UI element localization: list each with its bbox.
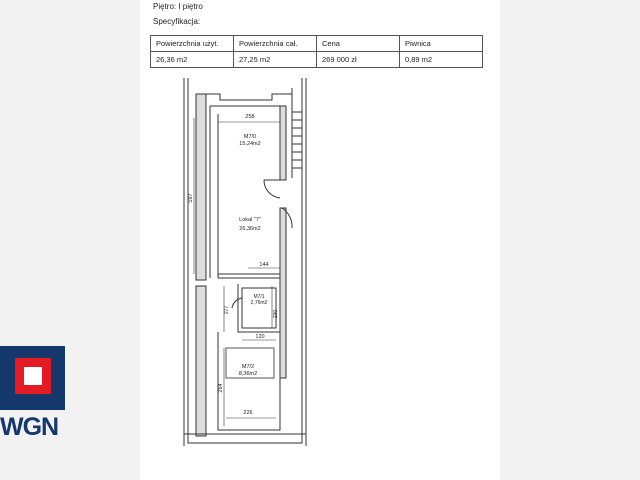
header-price: Cena [317,36,400,52]
logo-text: WGN [0,413,59,441]
floor-plan [180,78,310,446]
value-basement: 0,89 m2 [400,52,483,68]
header-usable-area: Powierzchnia użyt. [151,36,234,52]
dim-top-width: 258 [245,114,255,120]
room-m72-area: 8,36m2 [238,371,258,377]
dim-bottom-width: 226 [243,410,253,416]
dim-right-height-small: 230 [273,309,279,319]
logo-white-square [24,367,42,385]
floor-plan-drawing [180,78,310,446]
table-header-row [151,36,483,52]
dim-left-height-small: 277 [224,305,230,315]
room-m72-id: M7/2 [241,364,255,370]
wgn-logo [0,346,66,440]
floor-line: Piętro: I piętro [153,2,203,11]
room-lokal-area: 26,36m2 [239,226,261,232]
value-price: 269 000 zł [317,52,400,68]
specification-label: Specyfikacja: [153,17,201,26]
room-m71-area: 2,76m2 [250,300,268,306]
logo-red-square [15,358,51,394]
room-m70-id: M7/0 [243,134,257,140]
dim-mid-width: 144 [259,262,269,268]
room-lokal-id: Lokal "7" [239,217,261,223]
header-basement: Piwnica [400,36,483,52]
specification-table [150,35,483,68]
value-usable-area: 26,36 m2 [151,52,234,68]
logo-mark [0,346,65,410]
dim-small-room-width: 120 [255,334,265,340]
dim-bottom-left-height: 264 [218,383,224,393]
room-m71-id: M7/1 [253,294,265,300]
value-total-area: 27,25 m2 [234,52,317,68]
header-total-area: Powierzchnia cał. [234,36,317,52]
room-m70-area: 15,24m2 [239,141,261,147]
dim-left-height: 597 [188,193,194,203]
table-row [151,52,483,68]
